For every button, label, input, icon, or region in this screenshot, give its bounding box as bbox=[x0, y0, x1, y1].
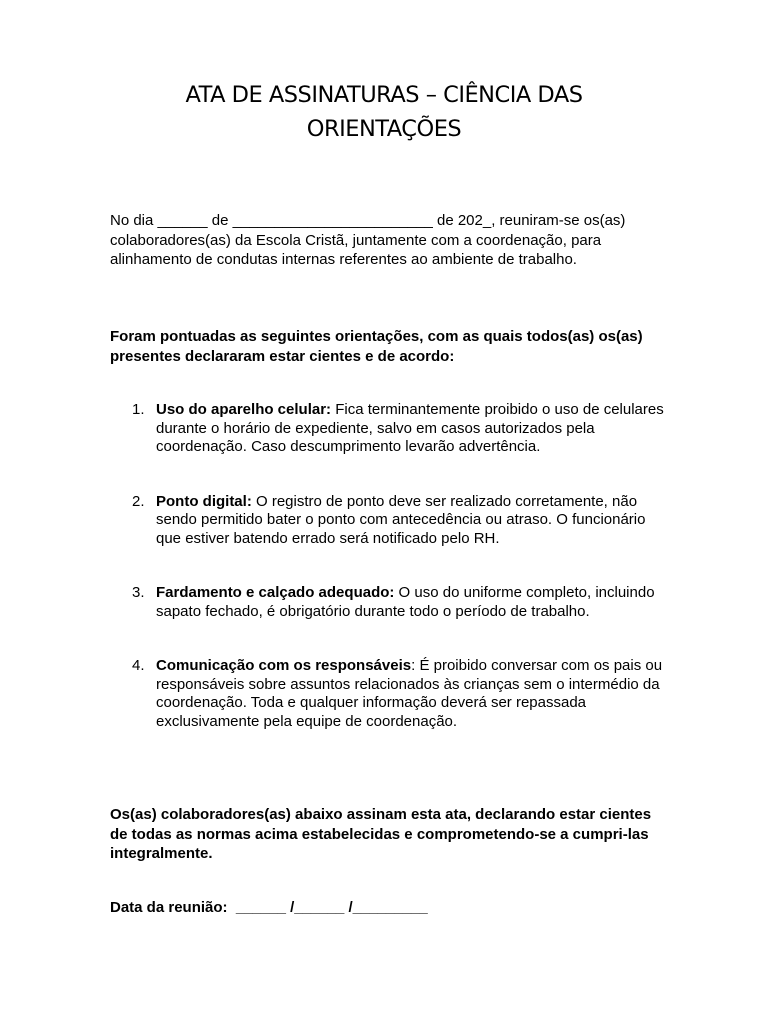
orientations-list bbox=[110, 401, 670, 767]
item-number: 2. bbox=[132, 492, 145, 510]
item-number: 4. bbox=[132, 657, 145, 674]
item-number: 3. bbox=[132, 584, 145, 601]
list-item bbox=[110, 401, 670, 457]
list-item bbox=[110, 657, 670, 731]
item-heading: Ponto digital: bbox=[156, 492, 252, 510]
item-number: 1. bbox=[132, 401, 145, 418]
title-line-2: ORIENTAÇÕES bbox=[306, 116, 462, 142]
item-heading: Uso do aparelho celular: bbox=[156, 401, 332, 418]
item-text: O registro de ponto deve ser realizado corretamente, não sendo permitido bater o ponto com antecedência ou atraso. O funcionário que estiver batendo errado será notificado pelo RH. bbox=[156, 492, 646, 547]
item-text: Fica terminantemente proibido o uso de celulares durante o horário de expediente, salvo em casos autorizados pela coordenação. Caso descumprimento levarão advertência. bbox=[156, 401, 664, 455]
closing-paragraph: Os(as) colaboradores(as) abaixo assinam esta ata, declarando estar cientes de todas as normas acima estabelecidas e comprometendo-se a cumpri-las integralmente. bbox=[110, 806, 652, 862]
item-text: : É proibido conversar com os pais ou responsáveis sobre assuntos relacionados às crianças sem o intermédio da coordenação. Toda e qualquer informação deverá ser repassada exclusivamente pela equipe de coordenação. bbox=[156, 657, 663, 730]
item-heading: Comunicação com os responsáveis bbox=[156, 657, 412, 674]
intro-paragraph: No dia ______ de ________________________ de 202_, reuniram-se os(as) colaboradores(as) da Escola Cristã, juntamente com a coordenação, para alinhamento de condutas internas referentes ao ambiente de trabalho. bbox=[110, 212, 626, 268]
orientations-intro: Foram pontuadas as seguintes orientações, com as quais todos(as) os(as) presentes declararam estar cientes e de acordo: bbox=[110, 328, 643, 365]
title-line-1: ATA DE ASSINATURAS – CIÊNCIA DAS bbox=[185, 82, 583, 108]
list-item bbox=[110, 584, 670, 621]
item-text: O uso do uniforme completo, incluindo sapato fechado, é obrigatório durante todo o período de trabalho. bbox=[156, 584, 655, 620]
meeting-date-field: Data da reunião: ______ /______ /_________ bbox=[110, 899, 428, 916]
item-heading: Fardamento e calçado adequado: bbox=[156, 584, 395, 601]
document-title bbox=[110, 78, 658, 146]
list-item bbox=[110, 493, 670, 549]
